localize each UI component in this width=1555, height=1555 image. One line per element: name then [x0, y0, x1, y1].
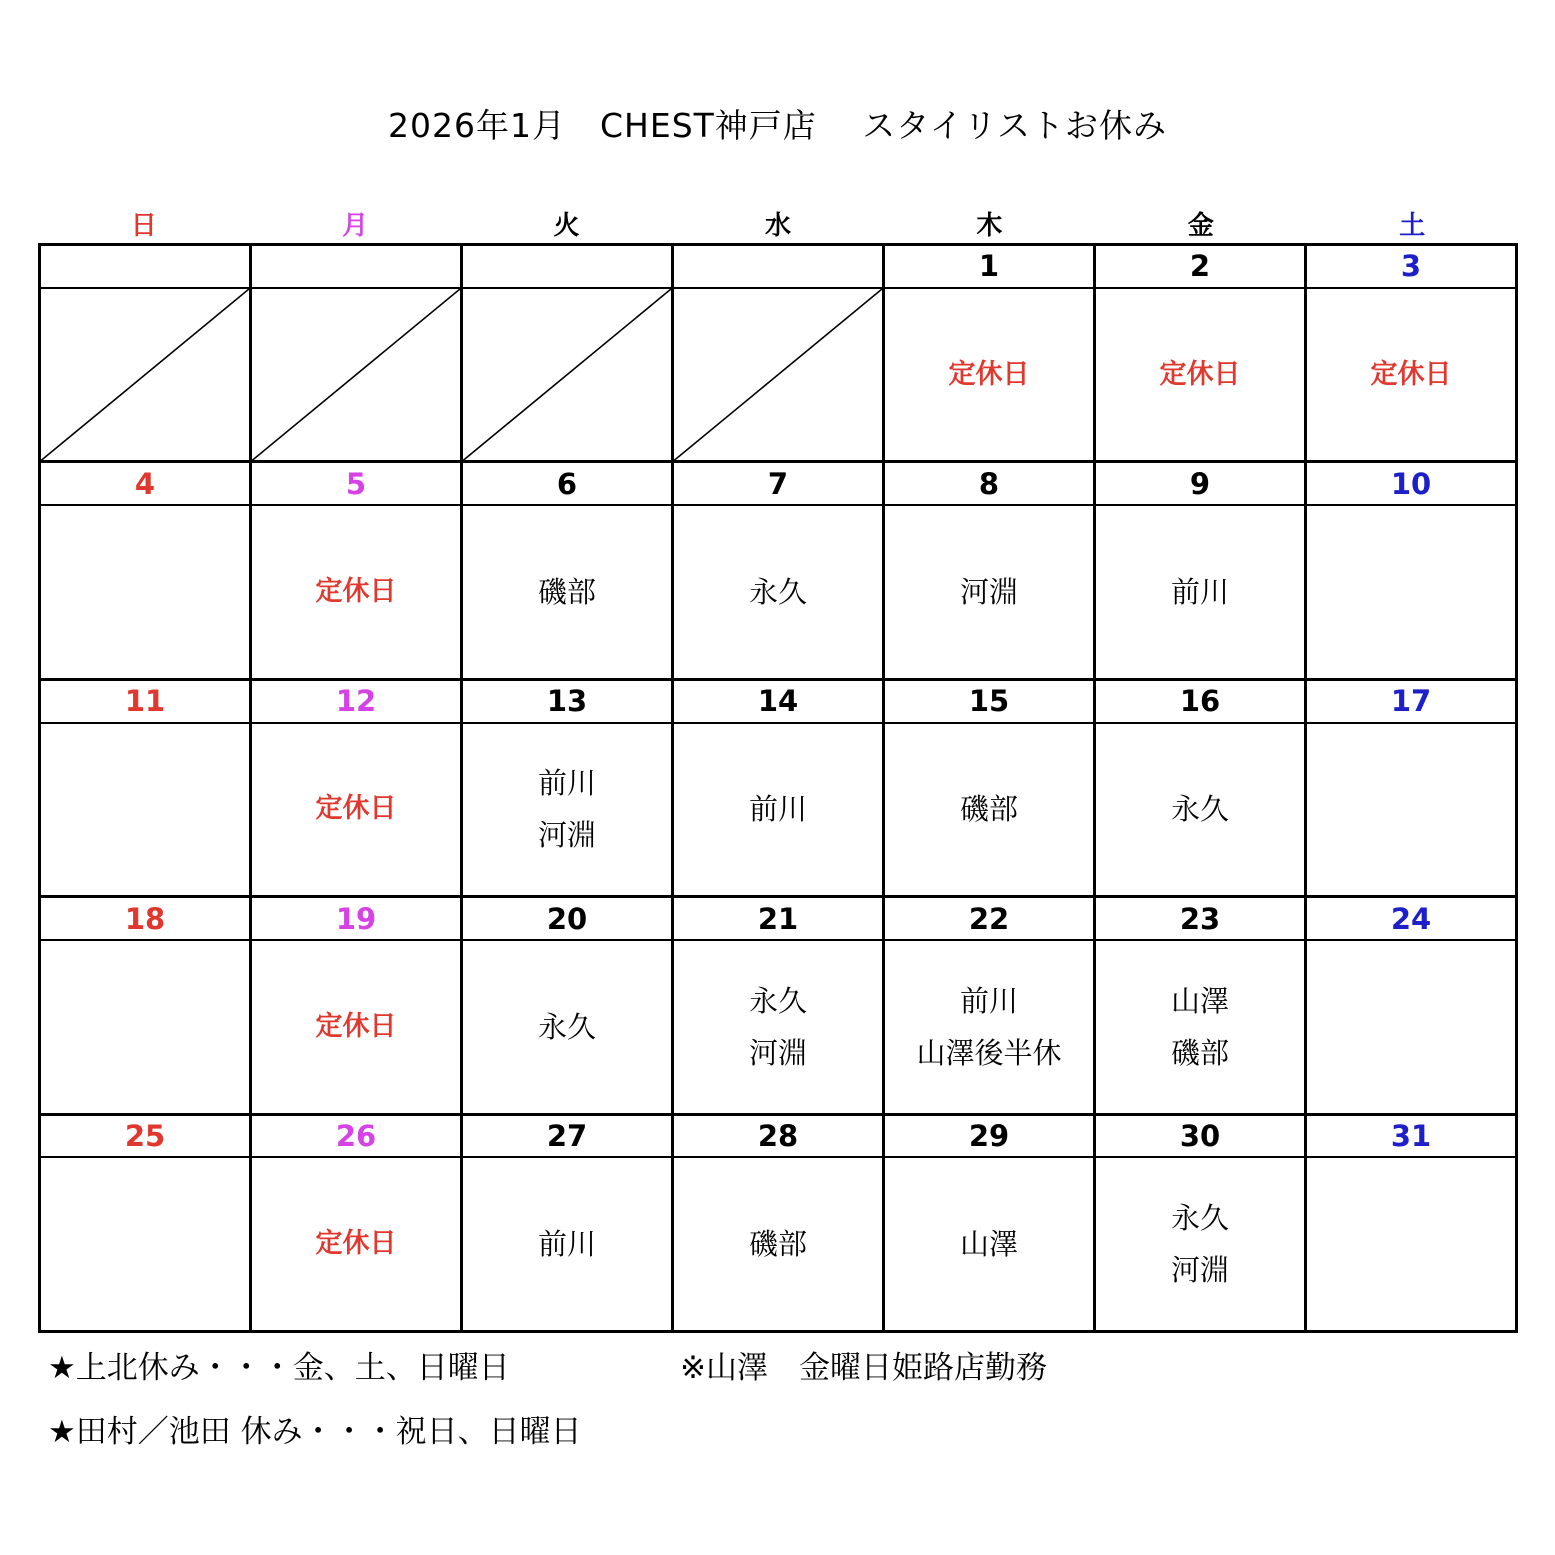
date-number: 8: [884, 462, 1095, 505]
day-cell: [673, 288, 884, 462]
date-number: 12: [251, 679, 462, 722]
content-row: [40, 723, 1517, 897]
date-number: 31: [1306, 1114, 1517, 1157]
closed-day-label: 定休日: [315, 793, 397, 825]
day-cell: [1306, 940, 1517, 1114]
weekday-header: [38, 206, 1518, 246]
staff-off-name: 山澤: [959, 1227, 1018, 1262]
staff-off-name: 磯部: [959, 792, 1018, 827]
date-number: [462, 245, 673, 288]
day-cell: [673, 723, 884, 897]
date-number: 19: [251, 897, 462, 940]
weekday-thu: 木: [976, 211, 1003, 241]
date-row: [40, 245, 1517, 288]
day-cell: [462, 505, 673, 679]
day-cell: [1306, 288, 1517, 462]
staff-off-name: 河淵: [537, 818, 596, 853]
weekday-sun: 日: [130, 211, 157, 241]
date-row: [40, 462, 1517, 505]
content-row: [40, 288, 1517, 462]
closed-day-label: 定休日: [1370, 358, 1452, 390]
staff-off-name: 河淵: [959, 575, 1018, 610]
day-cell: [251, 940, 462, 1114]
date-number: 18: [40, 897, 251, 940]
day-cell: [462, 940, 673, 1114]
date-number: 22: [884, 897, 1095, 940]
day-cell: [462, 723, 673, 897]
date-number: 30: [1095, 1114, 1306, 1157]
weekday-sat: 土: [1399, 211, 1426, 241]
staff-off-name: 永久: [537, 1009, 596, 1044]
day-cell: [1306, 1157, 1517, 1331]
weekday-mon: 月: [342, 211, 369, 241]
date-number: 13: [462, 679, 673, 722]
empty-day-slash: [674, 289, 882, 461]
date-number: 1: [884, 245, 1095, 288]
date-number: 6: [462, 462, 673, 505]
staff-off-name: 山澤: [1170, 983, 1229, 1018]
note-tamura-ikeda: ★田村／池田 休み・・・祝日、日曜日: [48, 1414, 582, 1450]
note-yamazawa: ※山澤 金曜日姫路店勤務: [680, 1350, 1047, 1386]
weekday-wed: 水: [764, 211, 791, 241]
date-number: 3: [1306, 245, 1517, 288]
day-cell: [251, 1157, 462, 1331]
staff-off-name: 前川: [748, 792, 807, 827]
date-number: 7: [673, 462, 884, 505]
day-cell: [884, 288, 1095, 462]
day-cell: [1095, 505, 1306, 679]
date-number: 2: [1095, 245, 1306, 288]
closed-day-label: 定休日: [315, 1010, 397, 1042]
day-cell: [40, 723, 251, 897]
day-cell: [1306, 723, 1517, 897]
date-number: 4: [40, 462, 251, 505]
empty-day-slash: [463, 289, 671, 461]
date-number: 26: [251, 1114, 462, 1157]
day-cell: [1306, 505, 1517, 679]
date-number: 9: [1095, 462, 1306, 505]
staff-off-name: 磯部: [537, 575, 596, 610]
date-number: 28: [673, 1114, 884, 1157]
date-number: 27: [462, 1114, 673, 1157]
staff-off-name: 永久: [1170, 1201, 1229, 1236]
date-number: 23: [1095, 897, 1306, 940]
day-cell: [40, 505, 251, 679]
date-number: 5: [251, 462, 462, 505]
staff-off-name: 磯部: [1170, 1035, 1229, 1070]
day-cell: [40, 940, 251, 1114]
staff-off-name: 前川: [1170, 575, 1229, 610]
date-row: [40, 897, 1517, 940]
day-cell: [1095, 1157, 1306, 1331]
note-kamikita: ★上北休み・・・金、土、日曜日: [48, 1350, 510, 1386]
date-row: [40, 679, 1517, 722]
day-cell: [884, 505, 1095, 679]
day-cell: [884, 940, 1095, 1114]
empty-day-slash: [41, 289, 249, 461]
day-cell: [40, 1157, 251, 1331]
closed-day-label: 定休日: [948, 358, 1030, 390]
date-number: [673, 245, 884, 288]
date-number: 16: [1095, 679, 1306, 722]
day-cell: [251, 723, 462, 897]
staff-off-name: 永久: [748, 983, 807, 1018]
staff-off-name: 前川: [537, 766, 596, 801]
calendar-grid: [38, 243, 1518, 1333]
day-cell: [251, 505, 462, 679]
day-cell: [884, 1157, 1095, 1331]
date-number: 25: [40, 1114, 251, 1157]
date-number: 17: [1306, 679, 1517, 722]
date-number: 20: [462, 897, 673, 940]
date-row: [40, 1114, 1517, 1157]
day-cell: [673, 940, 884, 1114]
staff-off-name: 永久: [748, 575, 807, 610]
date-number: 15: [884, 679, 1095, 722]
date-number: 10: [1306, 462, 1517, 505]
staff-off-name: 山澤後半休: [916, 1035, 1062, 1070]
page-title: 2026年1月 CHEST神戸店 スタイリストお休み: [388, 106, 1167, 145]
date-number: 29: [884, 1114, 1095, 1157]
date-number: [40, 245, 251, 288]
day-cell: [462, 1157, 673, 1331]
day-cell: [1095, 723, 1306, 897]
date-number: 21: [673, 897, 884, 940]
day-cell: [1095, 288, 1306, 462]
staff-off-name: 河淵: [1170, 1253, 1229, 1288]
day-cell: [462, 288, 673, 462]
staff-off-name: 永久: [1170, 792, 1229, 827]
content-row: [40, 505, 1517, 679]
content-row: [40, 1157, 1517, 1331]
day-cell: [884, 723, 1095, 897]
day-cell: [673, 505, 884, 679]
empty-day-slash: [252, 289, 460, 461]
content-row: [40, 940, 1517, 1114]
staff-off-name: 磯部: [748, 1227, 807, 1262]
date-number: 14: [673, 679, 884, 722]
weekday-tue: 火: [553, 211, 580, 241]
date-number: 11: [40, 679, 251, 722]
weekday-fri: 金: [1187, 211, 1214, 241]
closed-day-label: 定休日: [1159, 358, 1241, 390]
day-cell: [673, 1157, 884, 1331]
date-number: [251, 245, 462, 288]
staff-off-name: 前川: [537, 1227, 596, 1262]
staff-off-name: 河淵: [748, 1035, 807, 1070]
day-cell: [1095, 940, 1306, 1114]
closed-day-label: 定休日: [315, 576, 397, 608]
staff-off-name: 前川: [959, 983, 1018, 1018]
closed-day-label: 定休日: [315, 1228, 397, 1260]
day-cell: [40, 288, 251, 462]
day-cell: [251, 288, 462, 462]
date-number: 24: [1306, 897, 1517, 940]
